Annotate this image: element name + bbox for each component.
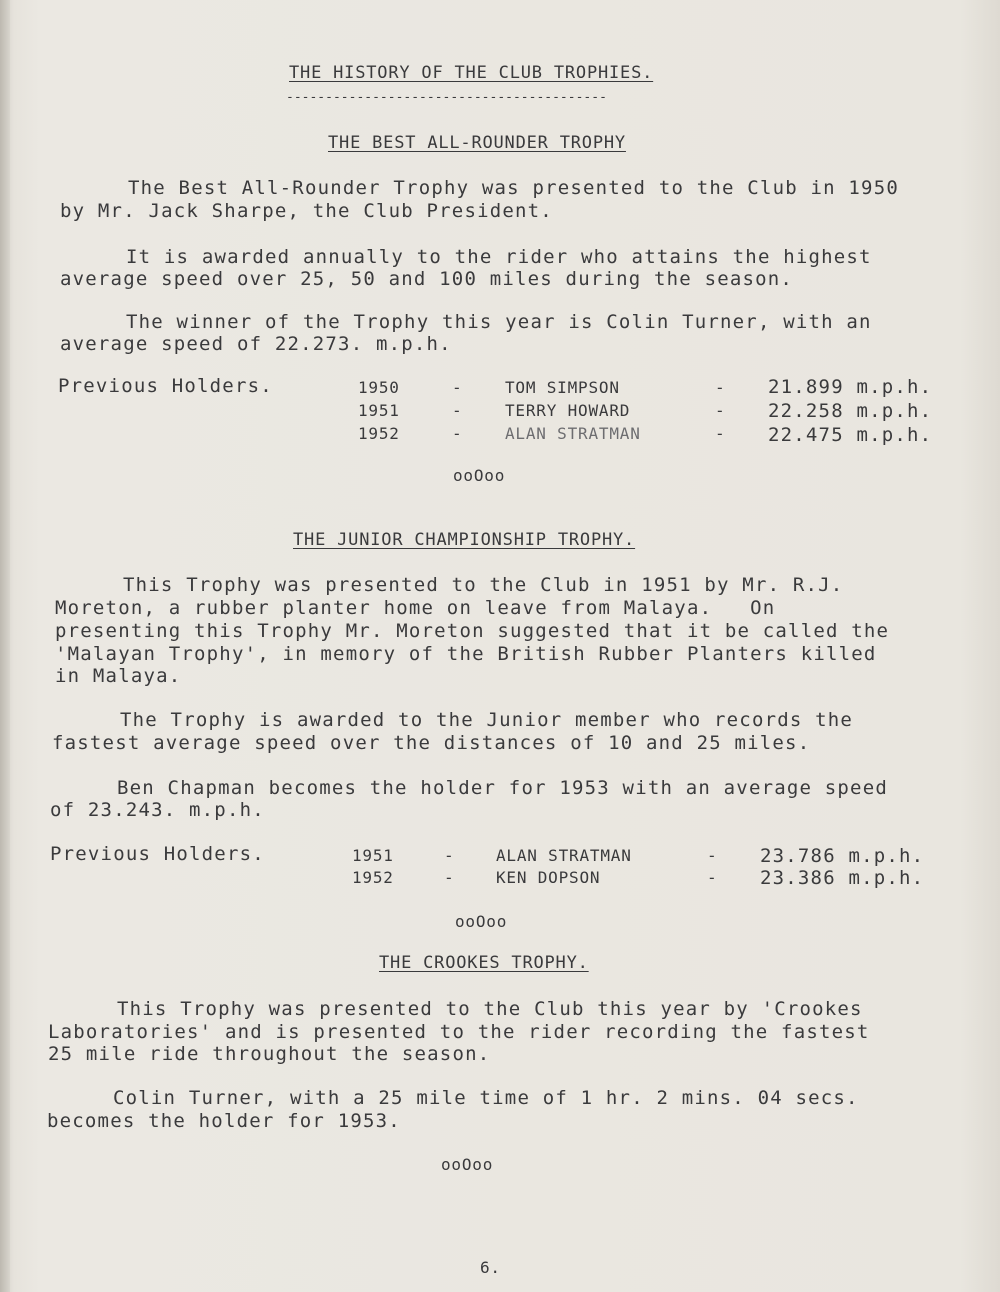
all-rounder-holders-label: Previous Holders. (58, 375, 273, 397)
crookes-p1-line3: 25 mile ride throughout the season. (48, 1043, 491, 1065)
holder-dash: - (715, 401, 726, 420)
holder-name: KEN DOPSON (496, 868, 601, 887)
holder-year: 1951 (358, 401, 400, 420)
holder-speed: 23.786 m.p.h. (760, 845, 925, 867)
section-separator: ooOoo (453, 466, 506, 485)
junior-holders-label: Previous Holders. (50, 843, 265, 865)
holder-year: 1952 (352, 868, 394, 887)
all-rounder-p2-line2: average speed over 25, 50 and 100 miles during the season. (60, 268, 794, 290)
holder-year: 1952 (358, 424, 400, 443)
holder-dash: - (444, 846, 455, 865)
junior-p2-line2: fastest average speed over the distances of 10 and 25 miles. (52, 732, 811, 754)
section-separator: ooOoo (441, 1155, 494, 1174)
junior-p2-line1: The Trophy is awarded to the Junior member who records the (120, 709, 854, 731)
holder-dash: - (452, 424, 463, 443)
holder-speed: 23.386 m.p.h. (760, 867, 925, 889)
crookes-p2-line1: Colin Turner, with a 25 mile time of 1 hr. 2 mins. 04 secs. (113, 1087, 859, 1109)
page-number: 6. (480, 1258, 501, 1277)
junior-p3-line1: Ben Chapman becomes the holder for 1953 with an average speed (117, 777, 888, 799)
junior-p1-line1: This Trophy was presented to the Club in 1951 by Mr. R.J. (123, 574, 844, 596)
crookes-p2-line2: becomes the holder for 1953. (47, 1110, 401, 1132)
holder-dash: - (707, 868, 718, 887)
crookes-p1-line1: This Trophy was presented to the Club this year by 'Crookes (117, 998, 863, 1020)
crookes-heading: THE CROOKES TROPHY. (379, 953, 589, 973)
junior-heading: THE JUNIOR CHAMPIONSHIP TROPHY. (293, 530, 636, 550)
all-rounder-p1-line1: The Best All-Rounder Trophy was presented to the Club in 1950 (128, 177, 899, 199)
holder-speed: 22.258 m.p.h. (768, 400, 933, 422)
holder-dash: - (452, 378, 463, 397)
holder-name: TERRY HOWARD (505, 401, 631, 420)
junior-p1-line4: 'Malayan Trophy', in memory of the British Rubber Planters killed (55, 643, 877, 665)
all-rounder-p2-line1: It is awarded annually to the rider who attains the highest (126, 246, 872, 268)
section-separator: ooOoo (455, 912, 508, 931)
junior-p1-line3: presenting this Trophy Mr. Moreton suggested that it be called the (55, 620, 890, 642)
holder-dash: - (452, 401, 463, 420)
title-rule: ----------------------------------------- (286, 90, 607, 105)
holder-speed: 21.899 m.p.h. (768, 376, 933, 398)
all-rounder-p3-line1: The winner of the Trophy this year is Colin Turner, with an (126, 311, 872, 333)
holder-name: ALAN STRATMAN (505, 424, 641, 443)
holder-speed: 22.475 m.p.h. (768, 424, 933, 446)
holder-dash: - (715, 378, 726, 397)
junior-p1-line2: Moreton, a rubber planter home on leave from Malaya. On (55, 597, 776, 619)
all-rounder-heading: THE BEST ALL-ROUNDER TROPHY (328, 133, 626, 153)
junior-p3-line2: of 23.243. m.p.h. (50, 799, 265, 821)
holder-dash: - (707, 846, 718, 865)
crookes-p1-line2: Laboratories' and is presented to the rider recording the fastest (48, 1021, 870, 1043)
holder-dash: - (444, 868, 455, 887)
holder-year: 1950 (358, 378, 400, 397)
junior-p1-line5: in Malaya. (55, 665, 182, 687)
page-title: THE HISTORY OF THE CLUB TROPHIES. (289, 63, 654, 83)
holder-year: 1951 (352, 846, 394, 865)
holder-name: ALAN STRATMAN (496, 846, 632, 865)
holder-dash: - (715, 424, 726, 443)
all-rounder-p1-line2: by Mr. Jack Sharpe, the Club President. (60, 200, 553, 222)
all-rounder-p3-line2: average speed of 22.273. m.p.h. (60, 333, 452, 355)
holder-name: TOM SIMPSON (505, 378, 620, 397)
